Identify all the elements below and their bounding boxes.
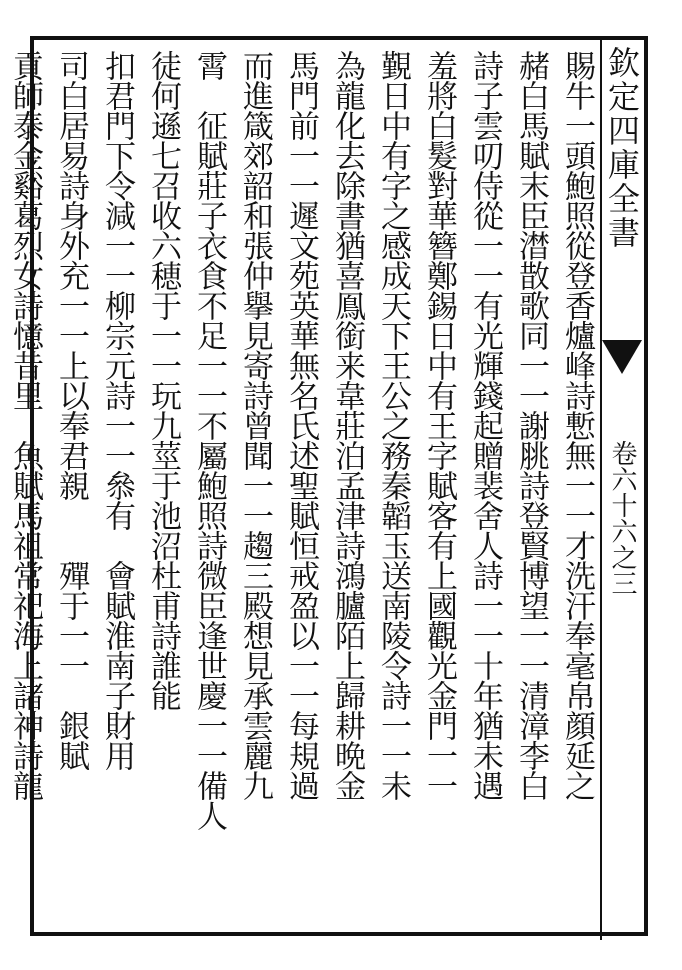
- text-body: [7, 50, 600, 920]
- text-column: 赭白馬賦末臣澘㪚歌同一一謝脁詩登賢博望一一清漳李白: [513, 50, 549, 800]
- page-frame: [7, 36, 648, 936]
- fish-tail-mark-icon: [602, 340, 642, 374]
- volume-label: 卷六十六之三: [607, 440, 637, 596]
- text-column: 扣君門下令減一一柳宗元詩一一叅有 會賦淮南子財用: [99, 50, 135, 770]
- text-column: 霄 征賦莊子衣食不足一一不屬鮑照詩微臣逢世慶一一備人: [191, 50, 227, 830]
- text-column: 賜牛一頭鮑照從登香爐峰詩慙無一一才洗汗奉毫帛顔延之: [559, 50, 595, 800]
- text-column: 為龍化去除書猶喜鳯銜来韋莊泊孟津詩鴻臚陌上歸耕晩金: [329, 50, 365, 800]
- text-column: 覲日中有字之感成天下王公之務秦韜玉送南陵令詩一一未: [375, 50, 411, 800]
- book-title: 欽定四庫全書: [603, 46, 641, 250]
- text-column: 司白居易詩身外充一一上以奉君親 殫于一一 銀賦: [53, 50, 89, 770]
- text-column: 羞將白髮對華簪鄭錫日中有王字賦客有上國觀光金門一一: [421, 50, 457, 800]
- text-column: 詩子雲叨侍從一一有光輝錢起贈裴舍人詩一一十年猶未遇: [467, 50, 503, 800]
- text-column: 馬門前一一遲文苑英華無名氏述聖賦恒戒盈以一一每規過: [283, 50, 319, 800]
- text-column: 貢師泰金谿葛烈女詩憶昔里 魚賦馬祖常祀海上諸神詩龍: [7, 50, 43, 800]
- header-bar: [600, 40, 644, 940]
- text-column: 徒何遜七召收六穂于一一玩九莖于池沼杜甫詩誰能: [145, 50, 181, 710]
- text-column: 而進箴郊韶和張仲擧見寄詩曾聞一一趨三殿想見承雲麗九: [237, 50, 273, 800]
